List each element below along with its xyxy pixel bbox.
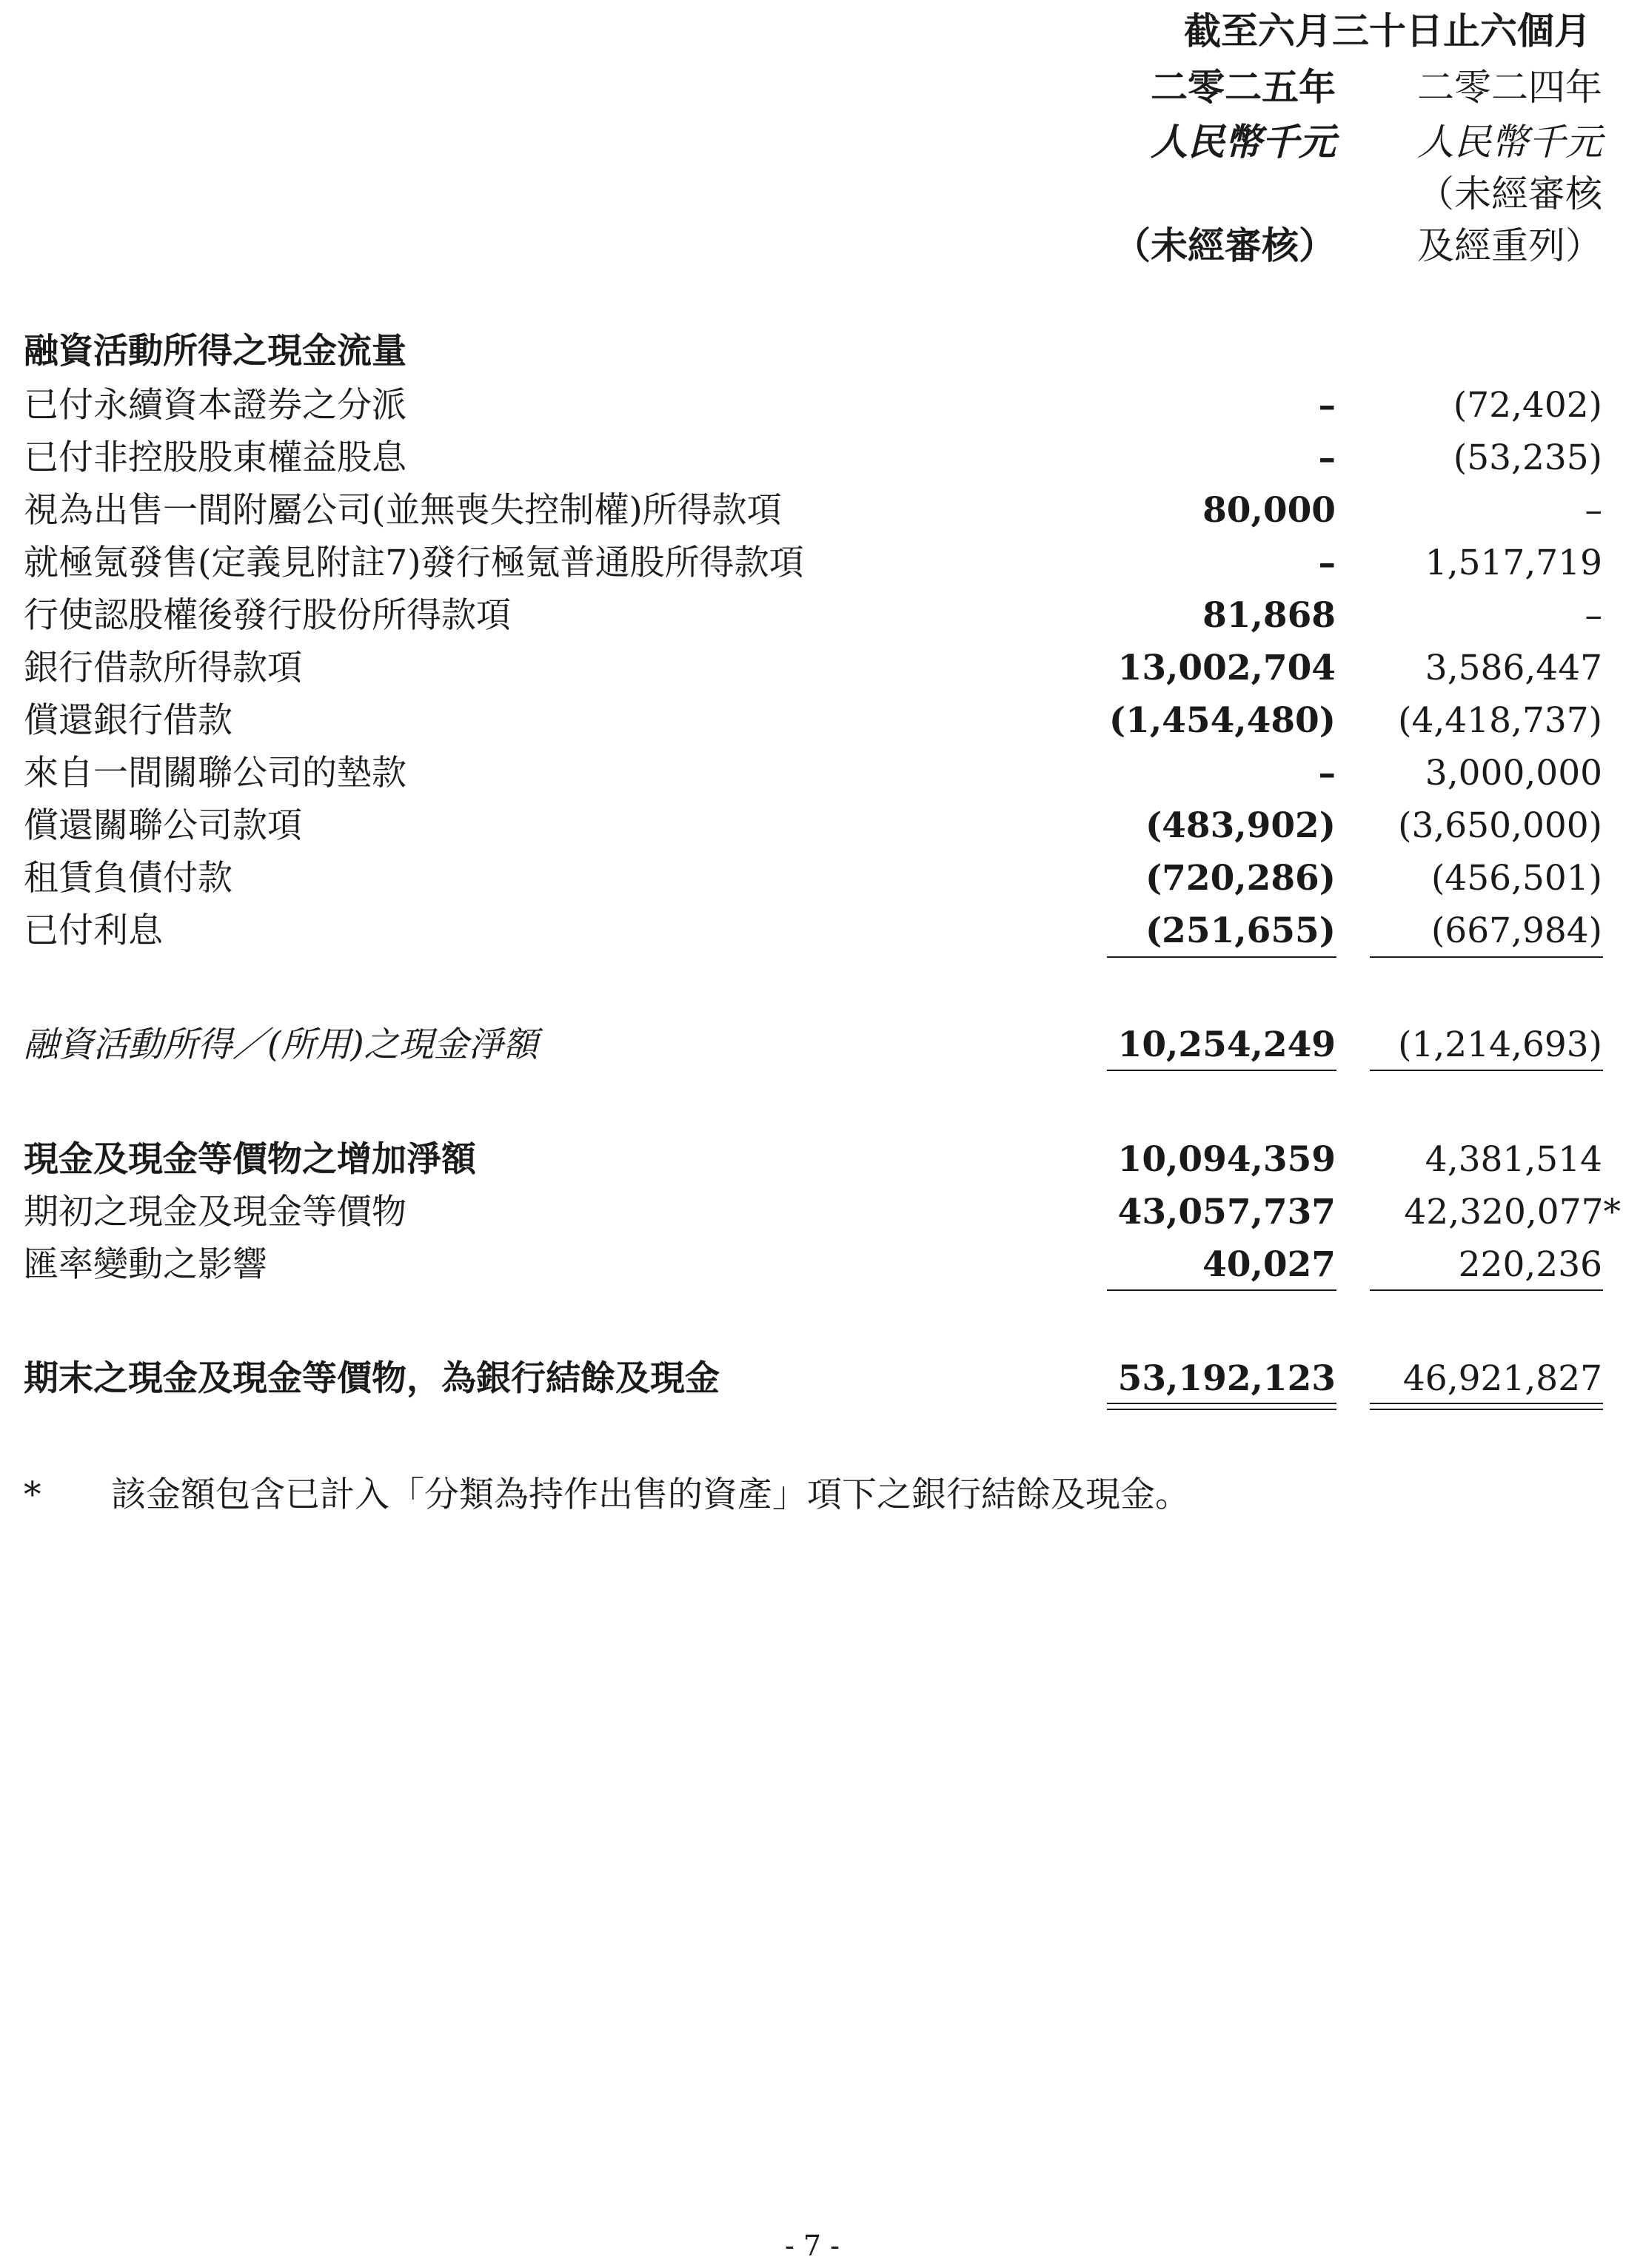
net-financing-row (0, 1019, 1643, 1071)
row-label: 來自一間關聯公司的墊款 (24, 753, 406, 794)
value-2025: (720,286) (1145, 858, 1336, 899)
value-2024: (456,501) (1430, 858, 1602, 899)
total-rule-2025 (1107, 1070, 1336, 1071)
table-row (0, 485, 1643, 537)
col2-unit: 人民幣千元 (1417, 121, 1602, 164)
footnote-text: 該金額包含已計入「分類為持作出售的資產」項下之銀行結餘及現金。 (111, 1474, 1190, 1515)
value-2024: (4,418,737) (1398, 700, 1602, 741)
page-number: - 7 - (785, 2230, 840, 2262)
row-label: 已付利息 (24, 910, 163, 951)
table-row (0, 432, 1643, 484)
table-row (0, 643, 1643, 694)
total-rule-2024 (1370, 1070, 1603, 1071)
col1-unit: 人民幣千元 (1151, 120, 1336, 164)
ending-balance-row (0, 1353, 1643, 1405)
col2-note-line1: （未經審核 (1417, 172, 1602, 215)
row-label: 視為出售一間附屬公司(並無喪失控制權)所得款項 (24, 490, 782, 531)
col1-year: 二零二五年 (1151, 65, 1336, 109)
value-2025: 10,254,249 (1117, 1024, 1336, 1065)
row-label: 匯率變動之影響 (24, 1244, 267, 1285)
value-2024: 46,921,827 (1402, 1358, 1602, 1399)
value-2025: – (1318, 437, 1336, 478)
subtotal-rule-2024 (1370, 956, 1603, 958)
col1-note: （未經審核） (1114, 224, 1336, 267)
row-label: 銀行借款所得款項 (24, 648, 302, 688)
table-row (0, 380, 1643, 432)
table-row (0, 748, 1643, 799)
period-heading: 截至六月三十日止六個月 (1184, 9, 1591, 53)
row-label: 就極氪發售(定義見附註7)發行極氪普通股所得款項 (24, 543, 804, 583)
value-2025: (483,902) (1145, 805, 1336, 846)
table-row (0, 905, 1643, 957)
value-2025: 81,868 (1202, 595, 1336, 636)
double-rule-2025 (1107, 1403, 1336, 1410)
section-title: 融資活動所得之現金流量 (24, 331, 406, 372)
value-2024: – (1585, 595, 1602, 636)
value-2025: (251,655) (1145, 910, 1336, 951)
row-label: 行使認股權後發行股份所得款項 (24, 595, 511, 636)
value-2024: 220,236 (1458, 1244, 1602, 1285)
value-2024: 1,517,719 (1425, 543, 1602, 583)
value-2024: 42,320,077* (1404, 1192, 1621, 1232)
footnote-mark: * (24, 1474, 41, 1515)
section-title-row (0, 326, 1643, 378)
row-label: 已付非控股股東權益股息 (24, 437, 406, 478)
value-2025: 80,000 (1202, 490, 1336, 531)
table-row (0, 695, 1643, 747)
subtotal-rule-2025 (1107, 956, 1336, 958)
table-row (0, 1187, 1643, 1238)
value-2025: 53,192,123 (1117, 1358, 1336, 1399)
col2-note-line2: 及經重列） (1417, 224, 1602, 267)
col2-year: 二零二四年 (1417, 66, 1602, 109)
value-2025: 43,057,737 (1117, 1192, 1336, 1232)
value-2025: – (1318, 385, 1336, 426)
value-2024: (72,402) (1453, 385, 1602, 426)
table-row (0, 853, 1643, 905)
value-2024: (3,650,000) (1398, 805, 1602, 846)
value-2024: (667,984) (1430, 910, 1602, 951)
value-2024: (53,235) (1453, 437, 1602, 478)
row-label: 償還銀行借款 (24, 700, 232, 741)
table-row (0, 590, 1643, 642)
table-row (0, 800, 1643, 852)
row-label: 現金及現金等價物之增加淨額 (24, 1139, 476, 1180)
row-label: 融資活動所得／(所用)之現金淨額 (24, 1024, 538, 1065)
table-row (0, 1134, 1643, 1186)
value-2024: – (1585, 490, 1602, 531)
value-2024: (1,214,693) (1398, 1024, 1602, 1065)
value-2025: – (1318, 753, 1336, 794)
subtotal-rule-2024 (1370, 1289, 1603, 1291)
value-2024: 3,000,000 (1425, 753, 1602, 794)
value-2024: 3,586,447 (1425, 648, 1602, 688)
row-label: 期末之現金及現金等價物，為銀行結餘及現金 (24, 1358, 720, 1399)
table-row (0, 537, 1643, 589)
double-rule-2024 (1370, 1403, 1603, 1410)
value-2025: 13,002,704 (1117, 648, 1336, 688)
value-2025: 40,027 (1202, 1244, 1336, 1285)
row-label: 償還關聯公司款項 (24, 805, 302, 846)
value-2024: 4,381,514 (1425, 1139, 1602, 1180)
row-label: 已付永續資本證券之分派 (24, 385, 406, 426)
subtotal-rule-2025 (1107, 1289, 1336, 1291)
value-2025: 10,094,359 (1117, 1139, 1336, 1180)
row-label: 租賃負債付款 (24, 858, 232, 899)
table-row (0, 1239, 1643, 1291)
value-2025: (1,454,480) (1108, 700, 1336, 741)
value-2025: – (1318, 543, 1336, 583)
row-label: 期初之現金及現金等價物 (24, 1192, 406, 1232)
